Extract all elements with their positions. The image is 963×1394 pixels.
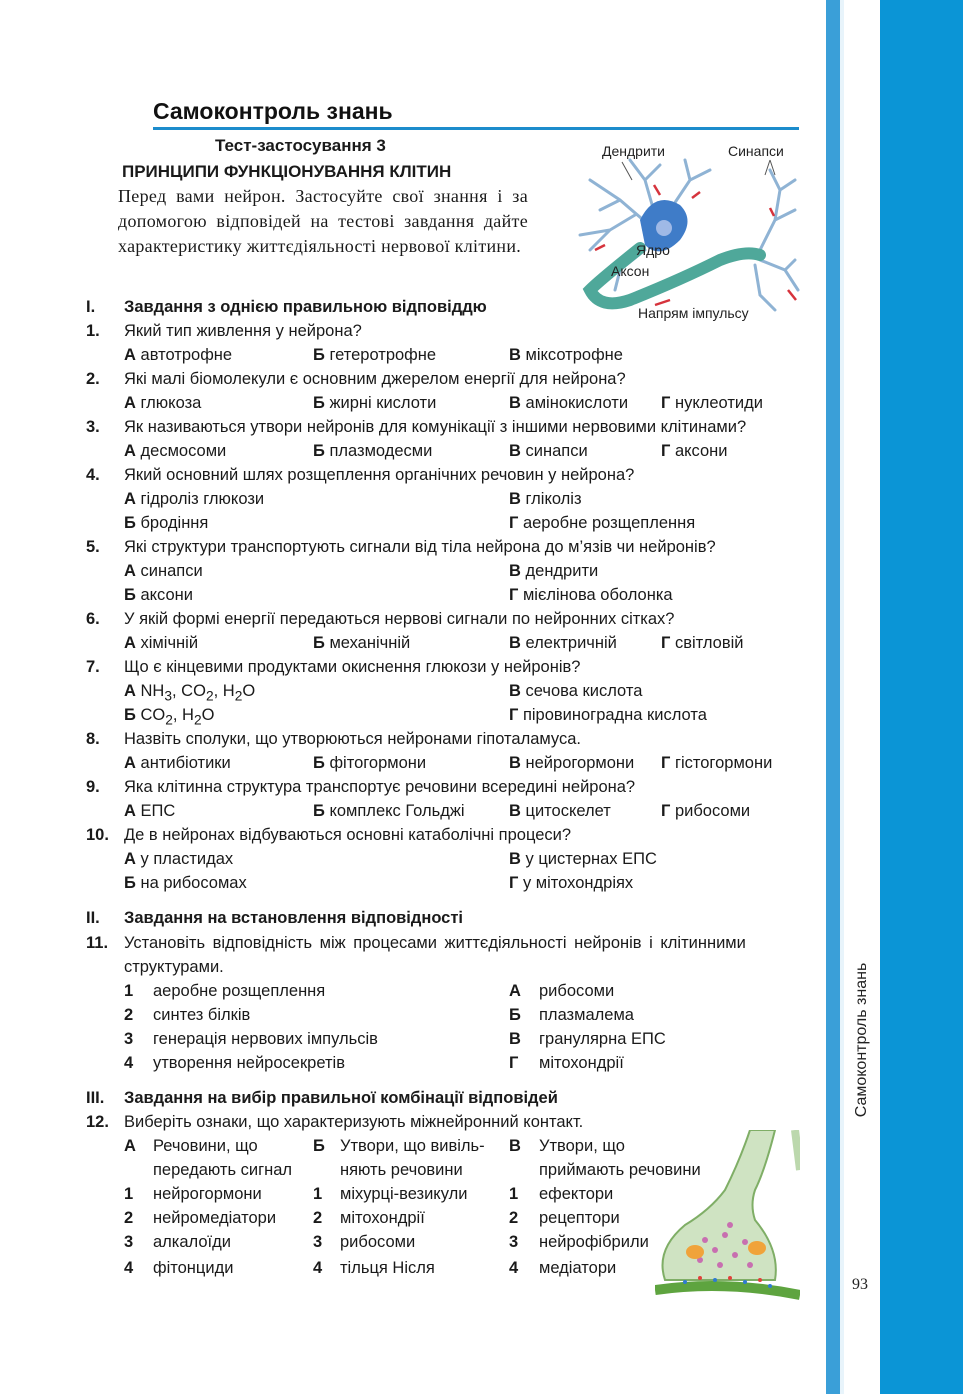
q9-option-d: Г рибосоми: [661, 802, 751, 820]
q2-option-a: А глюкоза: [124, 394, 202, 412]
q7-text: Що є кінцевими продуктами окиснення глюкози у нейронів?: [124, 658, 581, 676]
q7-option-a: А $NH_3$, $CO_2$, $H_2O$: [124, 682, 256, 704]
sidebar-stripe: [826, 0, 840, 1394]
q2-option-b: Б жирні кислоти: [313, 394, 437, 412]
q11-right-item: мітохондрії: [539, 1054, 624, 1072]
q5-text: Які структури транспортують сигнали від тіла нейрона до м’язів чи нейронів?: [124, 538, 716, 556]
q7-option-d: Г піровиноградна кислота: [509, 706, 707, 724]
q12-a-num: 2: [124, 1209, 134, 1227]
section-3-title: Завдання на вибір правильної комбінації відповідей: [124, 1089, 558, 1107]
q10-option-c: В у цистернах ЕПС: [509, 850, 657, 868]
neuron-illustration: [560, 140, 800, 325]
q4-option-d: Г аеробне розщеплення: [509, 514, 696, 532]
q12-a-item: нейромедіатори: [153, 1209, 277, 1227]
test-title: Тест-застосування 3: [215, 136, 386, 155]
q12-c-item: рецептори: [539, 1209, 620, 1227]
q3-option-b: Б плазмодесми: [313, 442, 433, 460]
q11-left-item: генерація нервових імпульсів: [153, 1030, 378, 1048]
label-impulse: Напрям імпульсу: [638, 305, 749, 321]
label-synapses: Синапси: [728, 143, 784, 159]
label-axon: Аксон: [611, 263, 650, 279]
section-2-number: II.: [86, 909, 100, 927]
q6-option-b: Б механічній: [313, 634, 411, 652]
q11-left-item: синтез білків: [153, 1006, 251, 1024]
q12-c-num: 1: [509, 1185, 519, 1203]
q9-option-b: Б комплекс Гольджі: [313, 802, 465, 820]
q4-number: 4.: [86, 466, 100, 484]
q7-option-b: Б $CO_2$, $H_2O$: [124, 706, 215, 728]
q11-text-line1: Установіть відповідність між процесами життєдіяльності нейронів і клітинними: [124, 934, 746, 952]
section-3-number: III.: [86, 1089, 105, 1107]
q12-col-c-heading: Утвори, що: [539, 1137, 625, 1155]
q8-option-c: В нейрогормони: [509, 754, 635, 772]
q12-a-item: нейрогормони: [153, 1185, 262, 1203]
q2-text: Які малі біомолекули є основним джерелом енергії для нейрона?: [124, 370, 626, 388]
q3-number: 3.: [86, 418, 100, 436]
q12-c-item: нейрофібрили: [539, 1233, 649, 1251]
q12-b-item: рибосоми: [340, 1233, 416, 1251]
q1-option-b: Б гетеротрофне: [313, 346, 437, 364]
q12-col-a-heading: Речовини, що: [153, 1137, 258, 1155]
q10-option-d: Г у мітохондріях: [509, 874, 634, 892]
q6-number: 6.: [86, 610, 100, 628]
q9-option-c: В цитоскелет: [509, 802, 611, 820]
q7-number: 7.: [86, 658, 100, 676]
q11-right-letter: А: [509, 982, 521, 1000]
q12-c-item: медіатори: [539, 1259, 617, 1277]
label-nucleus: Ядро: [636, 242, 670, 258]
q7-option-c: В сечова кислота: [509, 682, 643, 700]
q12-col-b-heading-2: няють речовини: [340, 1161, 463, 1179]
q1-option-c: В міксотрофне: [509, 346, 623, 364]
q5-number: 5.: [86, 538, 100, 556]
q8-text: Назвіть сполуки, що утворюються нейронами гіпоталамуса.: [124, 730, 582, 748]
q8-option-a: А антибіотики: [124, 754, 231, 772]
q1-text: Який тип живлення у нейрона?: [124, 322, 362, 340]
q9-number: 9.: [86, 778, 100, 796]
q10-option-b: Б на рибосомах: [124, 874, 247, 892]
q5-option-c: В дендрити: [509, 562, 599, 580]
q12-c-num: 2: [509, 1209, 519, 1227]
q11-right-item: гранулярна ЕПС: [539, 1030, 666, 1048]
q6-option-a: А хімічній: [124, 634, 199, 652]
q11-left-num: 2: [124, 1006, 134, 1024]
q4-option-c: В гліколіз: [509, 490, 582, 508]
q12-a-item: фітонциди: [153, 1259, 234, 1277]
q12-c-item: ефектори: [539, 1185, 614, 1203]
q11-left-item: аеробне розщеплення: [153, 982, 326, 1000]
q12-b-num: 3: [313, 1233, 323, 1251]
q3-text: Як називаються утвори нейронів для комунікації з іншими нервовими клітинами?: [124, 418, 747, 436]
q3-option-d: Г аксони: [661, 442, 728, 460]
section-1-title: Завдання з однією правильною відповіддю: [124, 298, 487, 316]
q11-number: 11.: [86, 934, 109, 952]
q12-b-num: 4: [313, 1259, 323, 1277]
q12-b-num: 1: [313, 1185, 323, 1203]
q11-left-item: утворення нейросекретів: [153, 1054, 345, 1072]
q12-a-item: алкалоїди: [153, 1233, 231, 1251]
page-number: 93: [852, 1276, 868, 1293]
synapse-illustration: [655, 1130, 800, 1315]
q6-option-d: Г світловій: [661, 634, 744, 652]
q2-number: 2.: [86, 370, 100, 388]
q3-option-a: А десмосоми: [124, 442, 227, 460]
q5-option-a: А синапси: [124, 562, 203, 580]
q10-option-a: А у пластидах: [124, 850, 234, 868]
section-1-number: I.: [86, 298, 96, 316]
q12-a-num: 3: [124, 1233, 134, 1251]
q12-b-item: міхурці-везикули: [340, 1185, 468, 1203]
q3-option-c: В синапси: [509, 442, 588, 460]
title-rule: [153, 127, 799, 130]
q11-right-letter: В: [509, 1030, 521, 1048]
sidebar-band: [880, 0, 963, 1394]
q11-text-line2: структурами.: [124, 958, 224, 976]
q6-option-c: В електричній: [509, 634, 617, 652]
q12-c-num: 4: [509, 1259, 519, 1277]
q6-text: У якій формі енергії передаються нервові сигнали по нейронних сітках?: [124, 610, 675, 628]
q11-left-num: 1: [124, 982, 134, 1000]
q12-c-num: 3: [509, 1233, 519, 1251]
q10-text: Де в нейронах відбуваються основні катаболічні процеси?: [124, 826, 572, 844]
q8-option-d: Г гістогормони: [661, 754, 773, 772]
test-subtitle: ПРИНЦИПИ ФУНКЦІОНУВАННЯ КЛІТИН: [122, 162, 452, 181]
section-2-title: Завдання на встановлення відповідності: [124, 909, 464, 927]
q11-left-num: 3: [124, 1030, 134, 1048]
q12-a-num: 4: [124, 1259, 134, 1277]
q12-col-a-letter: А: [124, 1137, 136, 1155]
q10-number: 10.: [86, 826, 109, 844]
q11-right-letter: Б: [509, 1006, 521, 1024]
q5-option-d: Г мієлінова оболонка: [509, 586, 673, 604]
q12-col-b-heading: Утвори, що вивіль-: [340, 1137, 485, 1155]
q2-option-d: Г нуклеотиди: [661, 394, 763, 412]
q9-option-a: А ЕПС: [124, 802, 176, 820]
q1-number: 1.: [86, 322, 100, 340]
label-dendrites: Дендрити: [602, 143, 666, 159]
q12-col-c-letter: В: [509, 1137, 521, 1155]
q8-number: 8.: [86, 730, 100, 748]
q4-option-b: Б бродіння: [124, 514, 209, 532]
q12-a-num: 1: [124, 1185, 134, 1203]
q12-b-item: тільця Нісля: [340, 1259, 435, 1277]
q11-right-letter: Г: [509, 1054, 519, 1072]
intro-text: Перед вами нейрон. Застосуйте свої знання і за допомогою відповідей на тестові завдання дайте характеристику життєдіяльності нервової клітини.: [118, 186, 528, 256]
q4-option-a: А гідроліз глюкози: [124, 490, 265, 508]
q8-option-b: Б фітогормони: [313, 754, 427, 772]
q11-left-num: 4: [124, 1054, 134, 1072]
q9-text: Яка клітинна структура транспортує речовини всередині нейрона?: [124, 778, 636, 796]
q12-number: 12.: [86, 1113, 109, 1131]
q11-right-item: плазмалема: [539, 1006, 634, 1024]
q12-col-c-heading-2: приймають речовини: [539, 1161, 701, 1179]
q2-option-c: В амінокислоти: [509, 394, 629, 412]
q1-option-a: А автотрофне: [124, 346, 233, 364]
side-label: Самоконтроль знань: [853, 962, 870, 1118]
sidebar-white: [844, 0, 880, 1394]
q4-text: Який основний шлях розщеплення органічних речовин у нейрона?: [124, 466, 635, 484]
q12-col-a-heading-2: передають сигнал: [153, 1161, 293, 1179]
q12-col-b-letter: Б: [313, 1137, 325, 1155]
q12-text: Виберіть ознаки, що характеризують міжнейронний контакт.: [124, 1113, 584, 1131]
q12-b-num: 2: [313, 1209, 323, 1227]
q5-option-b: Б аксони: [124, 586, 193, 604]
page-title: Самоконтроль знань: [153, 98, 393, 124]
q12-b-item: мітохондрії: [340, 1209, 425, 1227]
q11-right-item: рибосоми: [539, 982, 615, 1000]
